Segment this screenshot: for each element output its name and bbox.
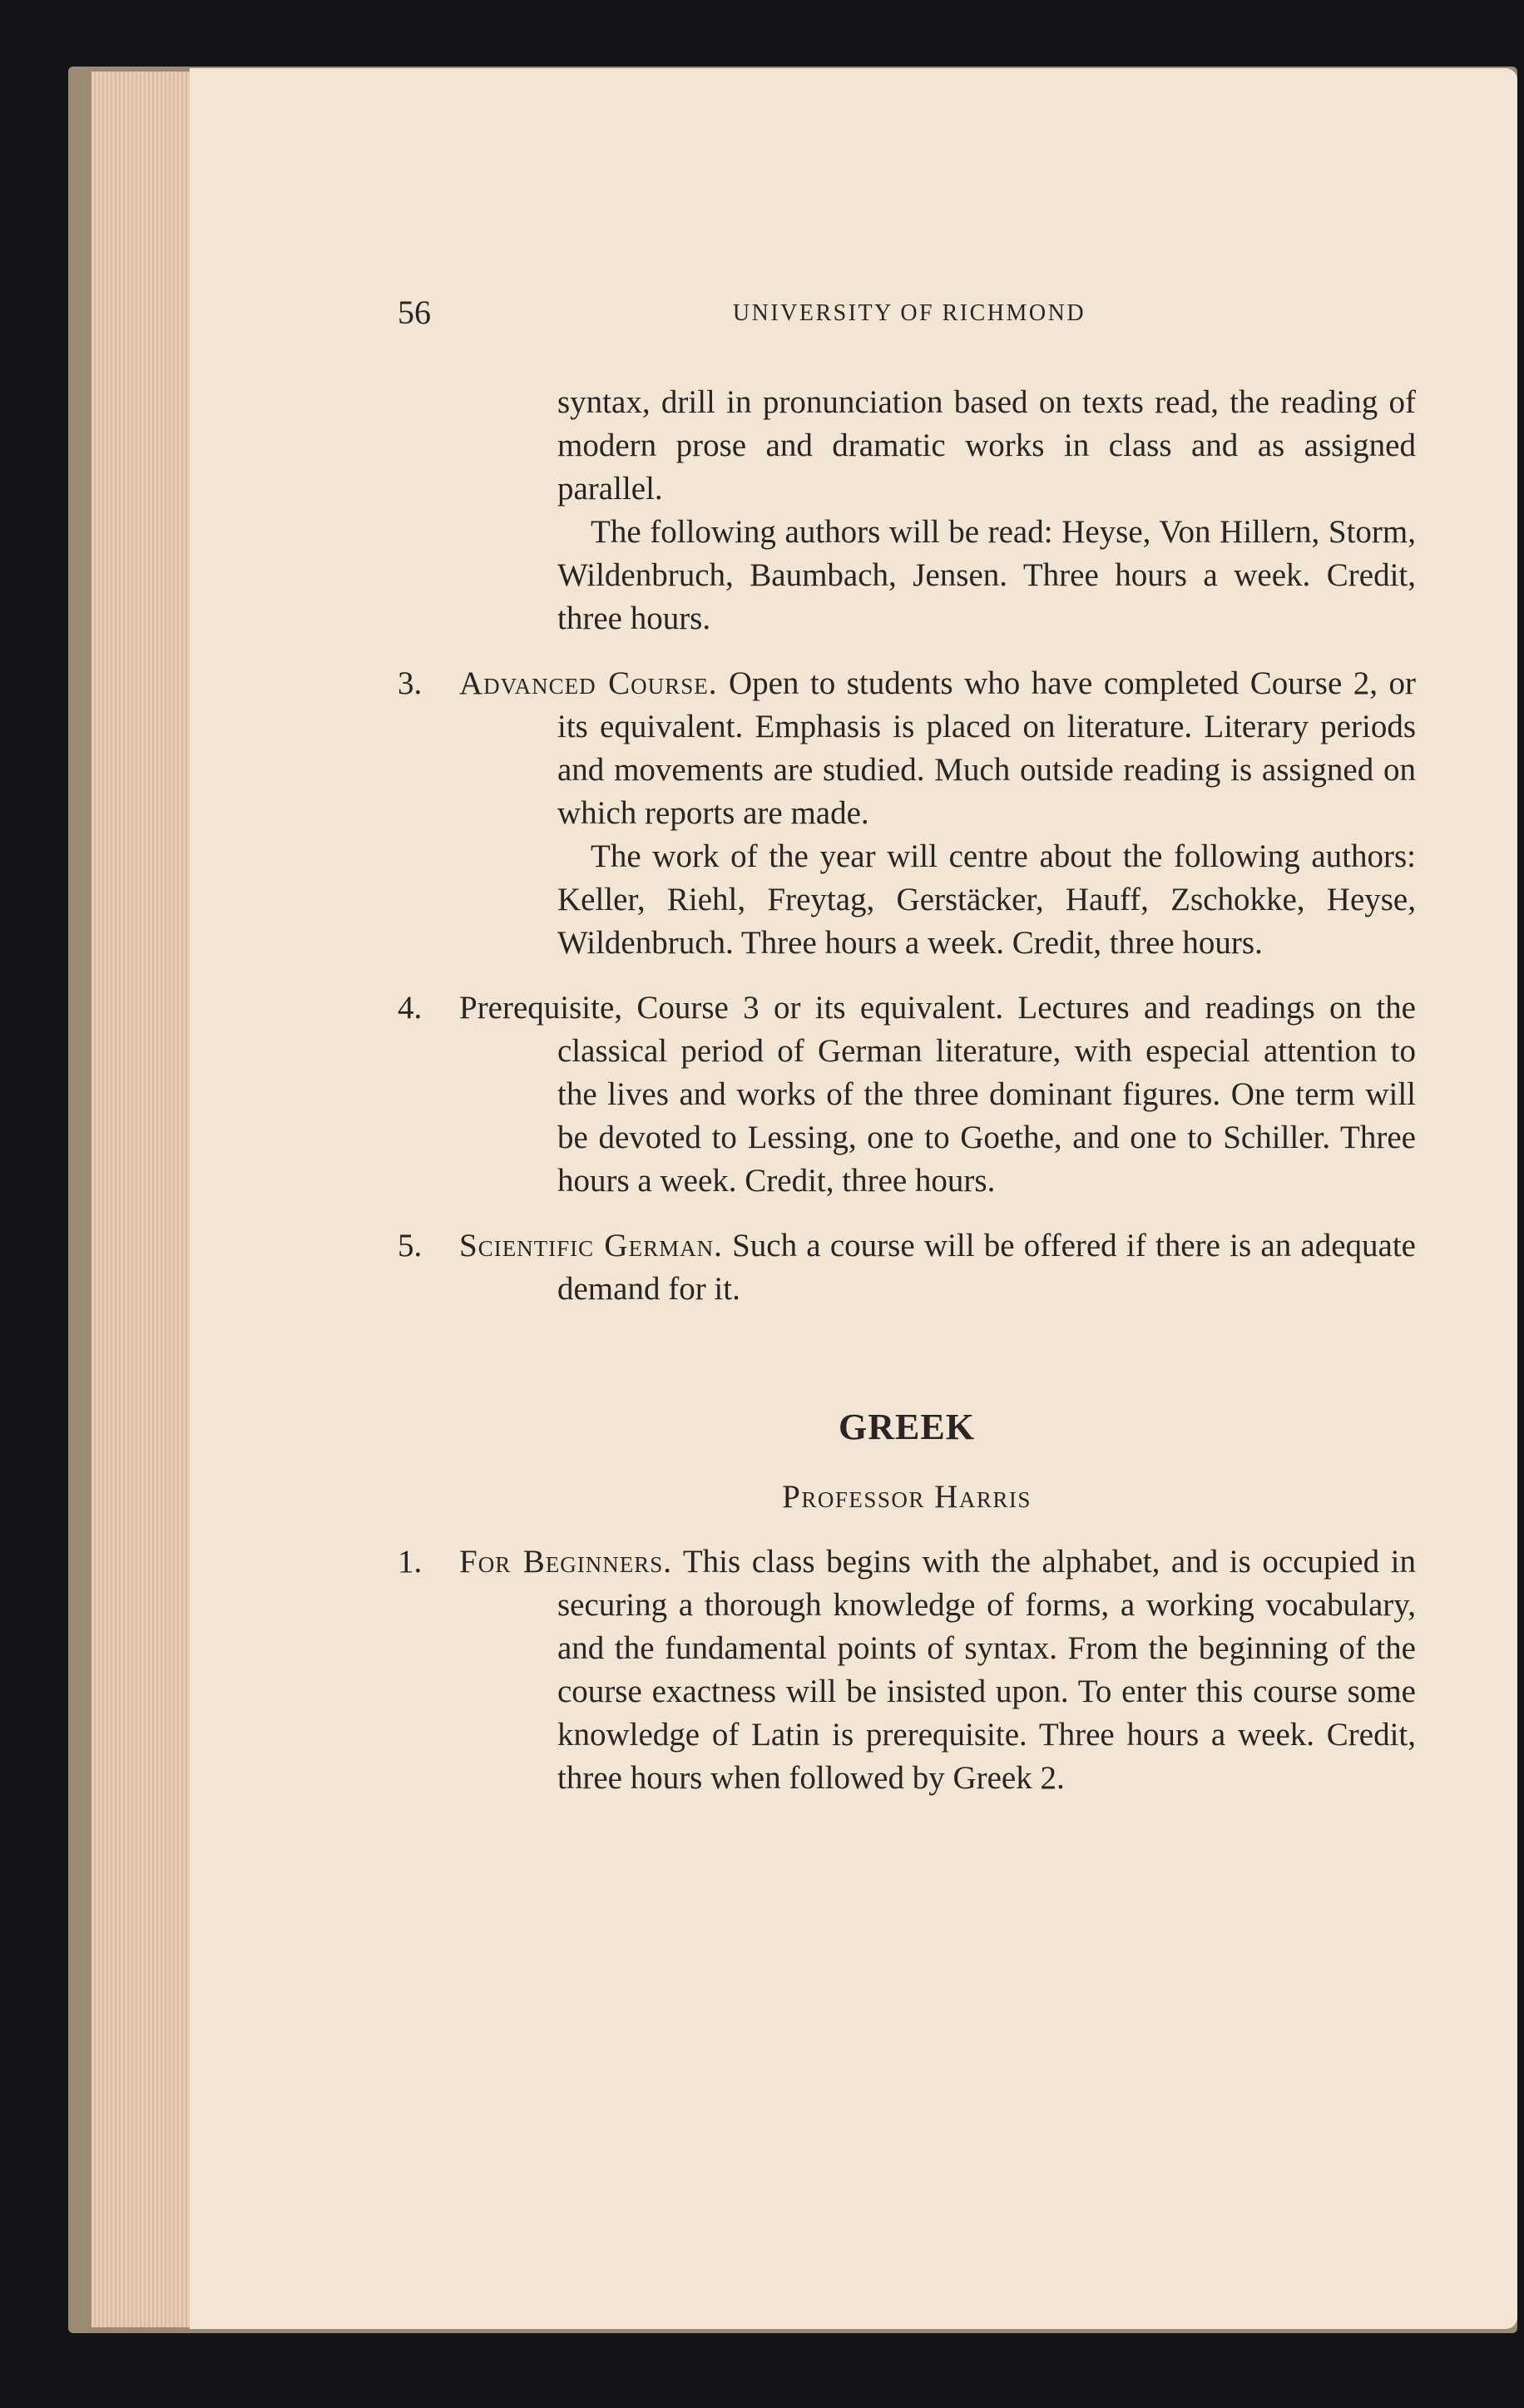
course-title: For Beginners.	[459, 1544, 673, 1580]
section-title: GREEK	[839, 1407, 975, 1447]
course-item-5	[398, 1224, 1416, 1311]
course-text: Prerequisite, Course 3 or its equivalent. Lectures and readings on the classical period of German literature, with especial attention to the lives and works of the three dominant figures. One term will be devoted to Lessing, one to Goethe, and one to Schiller. Three hours a week. Credit, three hours.	[459, 990, 1416, 1199]
course-title: Advanced Course.	[459, 665, 718, 701]
course-item-3	[398, 662, 1416, 965]
page-number: 56	[398, 294, 431, 331]
page-edges	[92, 72, 191, 2327]
course-number: 4.	[398, 990, 423, 1026]
professor-name: Professor Harris	[782, 1479, 1032, 1515]
course-text: Open to students who have completed Course 2, or its equivalent. Emphasis is placed on literature. Literary periods and movements are studied. Much outside reading is assigned on which reports are made.	[557, 665, 1416, 831]
course-number: 5.	[398, 1228, 423, 1263]
course-description	[459, 662, 1416, 835]
course-number: 3.	[398, 665, 423, 701]
course-text: This class begins with the alphabet, and is occupied in securing a thorough knowledge of forms, a working vocabulary, and the fundamental points of syntax. From the beginning of the course exactness will be insisted upon. To enter this course some knowledge of Latin is prerequisite. Three hours a week. Credit, three hours when followed by Greek 2.	[557, 1544, 1416, 1796]
course-description	[459, 986, 1416, 1203]
course-authors-paragraph: The work of the year will centre about the following authors: Keller, Riehl, Freytag, Gerstäcker, Hauff, Zschokke, Heyse, Wildenbruch. Three hours a week. Credit, three hours.	[557, 838, 1416, 961]
continuation-paragraph: syntax, drill in pronunciation based on texts read, the reading of modern prose and dramatic works in class and as assigned parallel.	[557, 384, 1416, 507]
page-content	[398, 381, 1416, 1800]
continuation-authors-paragraph: The following authors will be read: Heyse, Von Hillern, Storm, Wildenbruch, Baumbach, Jensen. Three hours a week. Credit, three hours.	[557, 514, 1416, 636]
course-description	[459, 1224, 1416, 1311]
course-item-4	[398, 986, 1416, 1203]
course-text: Such a course will be offered if there is an adequate demand for it.	[557, 1228, 1416, 1307]
greek-course-item-1	[398, 1540, 1416, 1800]
page-header	[398, 293, 1421, 343]
course-description	[459, 1540, 1416, 1800]
running-head: UNIVERSITY OF RICHMOND	[732, 300, 1086, 326]
course-title: Scientific German.	[459, 1228, 723, 1263]
course-number: 1.	[398, 1544, 423, 1580]
